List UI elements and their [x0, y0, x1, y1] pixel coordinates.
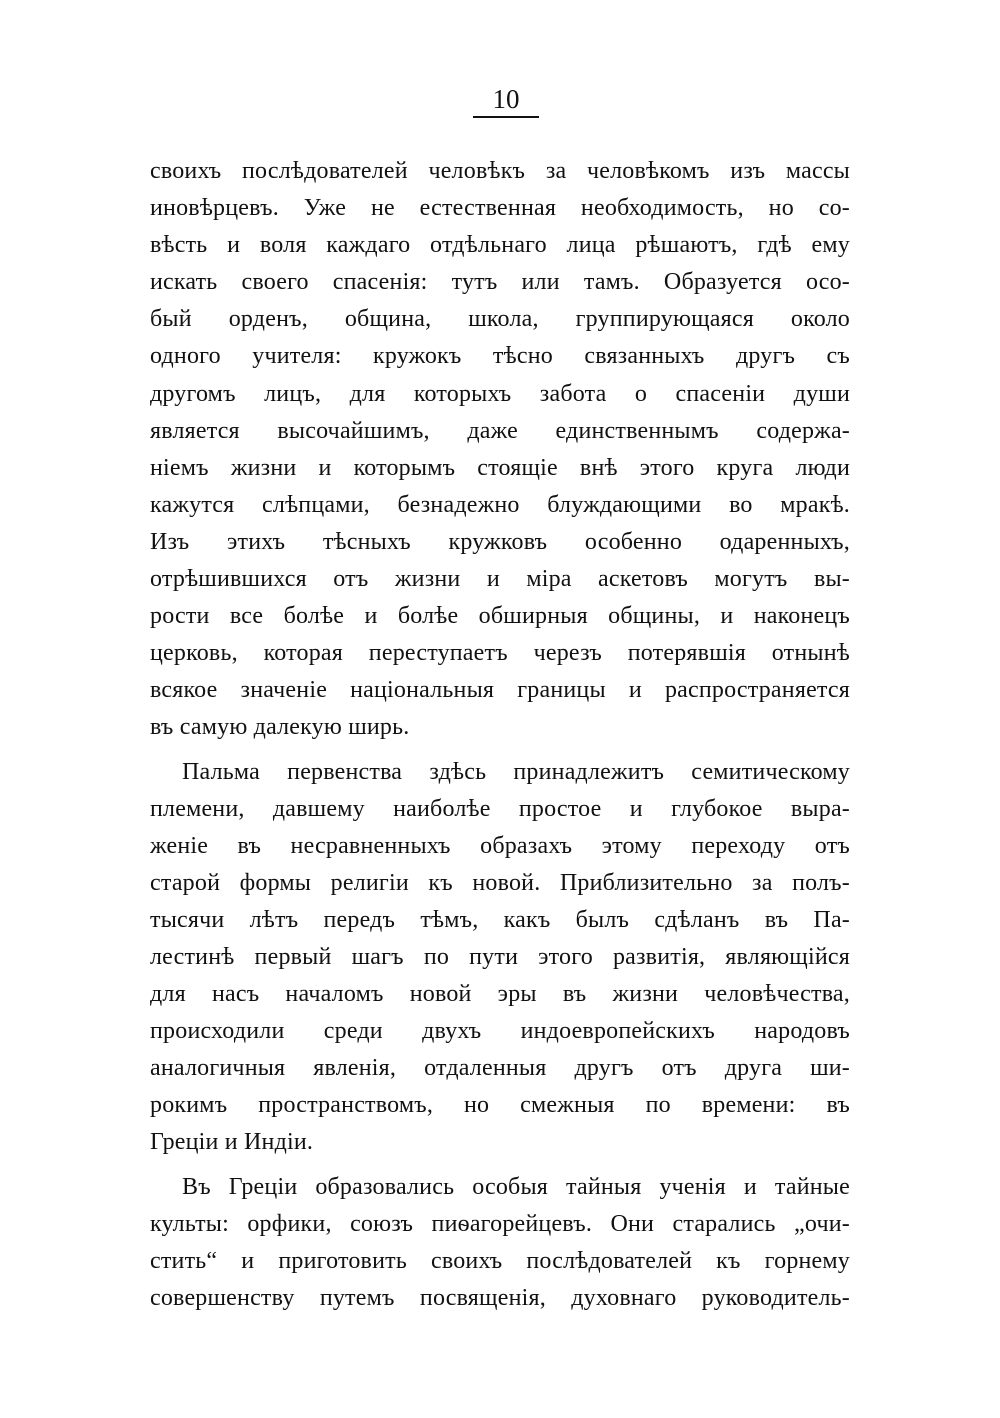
text-line: происходили среди двухъ индоевропейскихъ народовъ — [150, 1018, 850, 1045]
text-line: иновѣрцевъ. Уже не естественная необходимость, но со- — [150, 195, 850, 222]
text-line: старой формы религіи къ новой. Приблизительно за полъ- — [150, 869, 850, 896]
text-line: кажутся слѣпцами, безнадежно блуждающими во мракѣ. — [150, 491, 850, 518]
text-line: церковь, которая переступаетъ черезъ потерявшія отнынѣ — [150, 640, 850, 667]
text-line: тысячи лѣтъ передъ тѣмъ, какъ былъ сдѣланъ въ Па- — [150, 906, 850, 933]
paragraph-3 — [150, 1169, 850, 1317]
text-line: рости все болѣе и болѣе обширныя общины, и наконецъ — [150, 603, 850, 630]
paragraph-2 — [150, 754, 850, 1162]
text-line: аналогичныя явленія, отдаленныя другъ отъ друга ши- — [150, 1055, 850, 1082]
text-line: культы: орфики, союзъ пиѳагорейцевъ. Они старались „очи- — [150, 1210, 850, 1237]
text-line: своихъ послѣдователей человѣкъ за человѣкомъ изъ массы — [150, 158, 850, 184]
paragraph-gap — [150, 1162, 850, 1169]
text-line: женіе въ несравненныхъ образахъ этому переходу отъ — [150, 832, 850, 859]
page-number-rule — [473, 116, 539, 118]
text-line: стить“ и приготовить своихъ послѣдователей къ горнему — [150, 1247, 850, 1274]
paragraph-1 — [150, 153, 850, 747]
text-line: рокимъ пространствомъ, но смежныя по времени: въ — [150, 1092, 850, 1119]
body-text — [150, 153, 850, 1317]
paragraph-gap — [150, 747, 850, 754]
text-line: племени, давшему наиболѣе простое и глубокое выра- — [150, 795, 850, 822]
text-line: въ самую далекую ширь. — [150, 714, 410, 741]
text-line: для насъ началомъ новой эры въ жизни человѣчества, — [150, 981, 850, 1008]
text-line: ніемъ жизни и которымъ стоящіе внѣ этого круга люди — [150, 454, 850, 481]
text-line: Изъ этихъ тѣсныхъ кружковъ особенно одаренныхъ, — [150, 528, 850, 555]
text-line: отрѣшившихся отъ жизни и міра аскетовъ могутъ вы- — [150, 566, 850, 593]
text-line: Греціи и Индіи. — [150, 1129, 314, 1156]
text-line: бый орденъ, община, школа, группирующаяся около — [150, 306, 850, 333]
text-line: лестинѣ первый шагъ по пути этого развитія, являющійся — [150, 943, 850, 970]
text-line: Пальма первенства здѣсь принадлежитъ семитическому — [182, 758, 850, 785]
text-line: одного учителя: кружокъ тѣсно связанныхъ другъ съ — [150, 343, 850, 370]
text-line: совершенству путемъ посвященія, духовнаго руководитель- — [150, 1284, 850, 1311]
page-number: 10 — [492, 84, 520, 114]
text-line: вѣсть и воля каждаго отдѣльнаго лица рѣшаютъ, гдѣ ему — [150, 232, 850, 259]
text-line: искать своего спасенія: тутъ или тамъ. Образуется осо- — [150, 269, 850, 296]
text-line: Въ Греціи образовались особыя тайныя ученія и тайные — [182, 1173, 850, 1200]
text-line: другомъ лицъ, для которыхъ забота о спасеніи души — [150, 380, 850, 407]
text-line: всякое значеніе національныя границы и распространяется — [150, 677, 850, 704]
text-line: является высочайшимъ, даже единственнымъ содержа- — [150, 417, 850, 444]
